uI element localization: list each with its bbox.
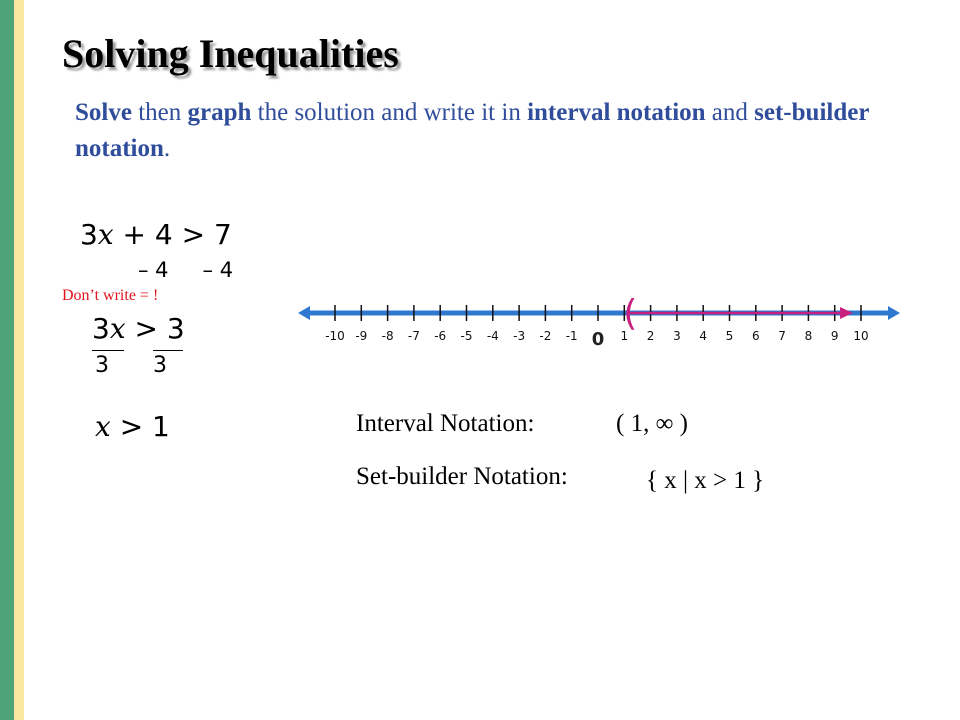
tick-label: -9: [355, 329, 368, 343]
tick-label: 1: [620, 329, 629, 343]
tick-label: -2: [539, 329, 552, 343]
keyword-interval-notation: interval notation: [527, 99, 706, 126]
slide-title: Solving Inequalities: [62, 31, 399, 76]
equation-solution: x > 1: [95, 410, 170, 443]
number-line-right-arrow: [888, 306, 900, 320]
intro-text-1: then: [131, 99, 188, 126]
divisor-right: 3: [153, 353, 167, 378]
tick-label: -3: [513, 329, 526, 343]
equation-simplified: 3x > 3: [92, 312, 185, 345]
divisor-left: 3: [95, 353, 109, 378]
tick-label: 3: [673, 329, 681, 343]
warning-note: Don’t write = !: [62, 287, 159, 304]
intro-text-4: .: [163, 135, 171, 162]
set-builder-value: { x | x > 1 }: [646, 467, 765, 494]
tick-label: -7: [407, 329, 420, 343]
subtract-right: – 4: [202, 258, 234, 282]
tick-label: 6: [751, 329, 760, 343]
tick-label: -1: [565, 329, 578, 343]
set-builder-label: Set-builder Notation:: [356, 463, 568, 490]
interval-notation-value: ( 1, ∞ ): [616, 410, 688, 437]
open-endpoint-bracket: (: [623, 293, 638, 334]
subtract-left: – 4: [138, 258, 169, 282]
tick-label: -8: [381, 329, 394, 343]
tick-label: 4: [699, 329, 708, 343]
interval-notation-label: Interval Notation:: [356, 410, 535, 437]
tick-label: 10: [853, 329, 869, 343]
keyword-set-builder-notation: set-builder notation: [75, 99, 869, 162]
tick-label: 9: [830, 329, 839, 343]
tick-label-zero: 0: [591, 329, 605, 350]
tick-label: 5: [725, 329, 734, 343]
tick-label: -4: [486, 329, 499, 343]
tick-label: -6: [434, 329, 447, 343]
intro-text-2: the solution and write it in: [251, 99, 528, 126]
tick-label: 2: [646, 329, 655, 343]
keyword-solve: Solve: [75, 99, 132, 126]
tick-label: 7: [778, 329, 786, 343]
keyword-graph: graph: [187, 99, 252, 126]
solution-arrowhead: [840, 307, 853, 319]
intro-text-3: and: [705, 99, 755, 126]
tick-label: 8: [804, 329, 813, 343]
equation-original: 3x + 4 > 7: [80, 218, 232, 251]
number-line-left-arrow: [298, 306, 310, 320]
tick-label: -5: [460, 329, 473, 343]
tick-label: -10: [325, 329, 345, 343]
